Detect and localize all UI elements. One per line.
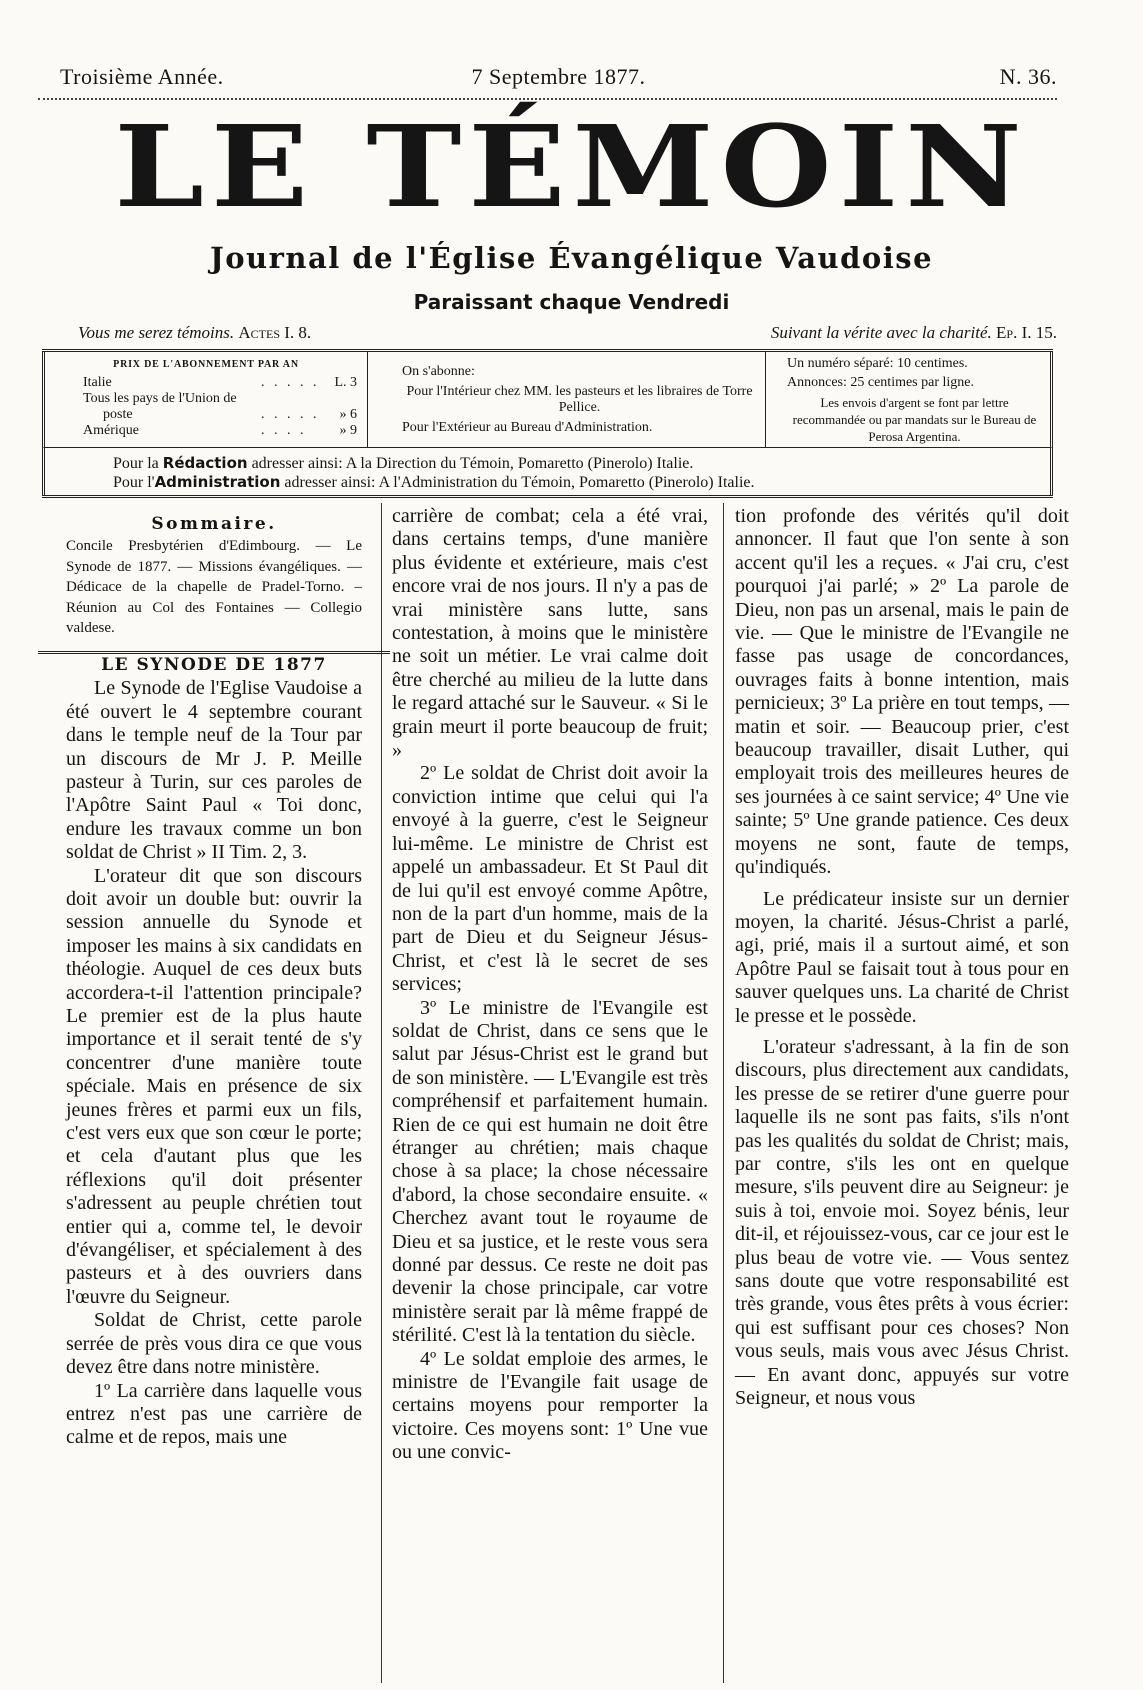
paragraph: 1º La carrière dans laquelle vous entrez n'est pas une carrière de calme et de repos, mais une: [66, 1379, 362, 1449]
dotted-rule: [38, 98, 1057, 100]
address-lines: [42, 447, 1053, 495]
price-title: PRIX DE L'ABONNEMENT PAR AN: [113, 359, 299, 370]
paragraph: Soldat de Christ, cette parole serrée de près vous dira ce que vous devez être dans notre ministère.: [66, 1309, 362, 1379]
column-2: [392, 505, 708, 1465]
paragraph: Le prédicateur insiste sur un dernier moyen, la charité. Jésus-Christ a parlé, agi, prié, mais il a surtout aimé, et son Apôtre Paul se faisait tout à tous pour en sauver quelques uns. La charité de Christ le presse et le possède.: [735, 887, 1069, 1027]
motto-right-text: Suivant la vérite avec la charité.: [770, 323, 992, 342]
paragraph: 2º Le soldat de Christ doit avoir la conviction intime que celui qui l'a envoyé à la guerre, c'est le Seigneur lui-même. Le ministre de Christ est appelé un ambassadeur. Et St Paul dit de lui qu'il est envoyé comme Apôtre, non de la part d'un homme, mais de la part de Dieu et du Seigneur Jésus-Christ, et c'est là le secret de ses services;: [392, 762, 708, 996]
redaction-address: Pour la Rédaction adresser ainsi: A la Direction du Témoin, Pomaretto (Pinerolo) Italie.: [113, 454, 694, 472]
column-divider: [723, 503, 724, 1683]
paragraph: tion profonde des vérités qu'il doit annoncer. Il faut que l'on sente à son accent qu'il les a reçues. « J'ai cru, c'est pourquoi j'ai parlé; » 2º La parole de Dieu, non pas un arsenal, mais le pain de vie. — Que le ministre de l'Evangile ne fasse pas usage de concordances, ouvrages faits à bonne intention, mais pernicieux; 3º La prière en tout temps, — matin et soir. — Beaucoup prier, c'est beaucoup travailler, disait Luther, qui employait trois des meilleures heures de ses journées à ce saint service; 4º Une vie sainte; 5º Une grande patience. Ces deux moyens ne sont, faute de temps, qu'indiqués.: [735, 505, 1069, 879]
motto-left-text: Vous me serez témoins.: [78, 323, 235, 342]
sommaire-text: Concile Presbytérien d'Edimbourg. — Le Synode de 1877. — Missions évangéliques. — Dédicace de la chapelle de Pradel-Torno. – Réunion au Col des Fontaines — Collegio valdese.: [66, 538, 362, 637]
column-divider: [381, 503, 382, 1683]
price-row: poste . . . . . » 6: [103, 407, 357, 422]
price-row: Tous les pays de l'Union de: [83, 391, 237, 406]
single-issue-info: Un numéro séparé: 10 centimes. Annonces: 25 centimes par ligne. Les envois d'argent se font par lettre recommandée ou par mandats sur le Bureau de Perosa Argentina.: [773, 352, 1053, 447]
paragraph: L'orateur dit que son discours doit avoir un double but: ouvrir la session annuelle du Synode et imposer les mains à six candidats en théologie. Auquel de ces deux buts accordera-t-il l'attention principale? Le premier est de la plus haute importance et il serait tenté de s'y concentrer d'une manière toute spéciale. Mais en présence de six jeunes frères et parmi eux un fils, c'est vers eux que son cœur le porte; et cela d'autant plus que les réflexions qu'il doit présenter s'adressent au peuple chrétien tout entier qui a, comme tel, le devoir d'évangéliser, et spécialement à des pasteurs et à des ouvriers dans l'œuvre du Seigneur.: [66, 864, 362, 1308]
price-row: Italie . . . . . L. 3: [83, 375, 357, 390]
administration-address: Pour l'Administration adresser ainsi: A l'Administration du Témoin, Pomaretto (Pinerolo) Italie.: [113, 473, 755, 491]
issue-number: N. 36.: [999, 64, 1057, 89]
column-1: [66, 513, 362, 1450]
newspaper-subtitle: Journal de l'Église Évangélique Vaudoise: [209, 241, 934, 275]
subscribe-info: On s'abonne: Pour l'Intérieur chez MM. les pasteurs et les libraires de Torre Pellice. Pour l'Extérieur au Bureau d'Administration.: [372, 352, 766, 447]
paragraph: 4º Le soldat emploie des armes, le ministre de l'Evangile fait usage de certains moyens pour remporter la victoire. Ces moyens sont: 1º Une vue ou une convic-: [392, 1347, 708, 1464]
publication-frequency: Paraissant chaque Vendredi: [413, 290, 730, 314]
paragraph: 3º Le ministre de l'Evangile est soldat de Christ, dans ce sens que le salut par Jésus-Christ est le grand but de son ministère. — L'Evangile est très compréhensif et parfaitement humain. Rien de ce qui est humain ne doit être étranger au chrétien; mais chaque chose à sa place; la chose nécessaire d'abord, la chose secondaire ensuite. « Cherchez avant tout le royaume de Dieu et sa justice, et le reste vous sera donné par dessus. Ce reste ne doit pas devenir la chose principale, car votre ministère serait par là même frappé de stérilité. C'est là la tentation du siècle.: [392, 996, 708, 1347]
issue-date: 7 Septembre 1877.: [471, 64, 646, 89]
column-3: [735, 505, 1069, 1410]
subscription-box: [42, 349, 1053, 498]
paragraph: carrière de combat; cela a été vrai, dans certains temps, d'une manière plus évidente et extérieure, mais c'est encore vrai de nos jours. Il n'y a pas de vrai ministère sans lutte, sans contestation, à moins que le ministère ne soit un métier. Le vrai calme doit être cherché au milieu de la lutte dans le regard attaché sur le Sauveur. « Si le grain meurt il porte beaucoup de fruit; »: [392, 505, 708, 762]
motto-right: [771, 323, 1057, 343]
price-row: Amérique . . . . » 9: [83, 423, 357, 438]
newspaper-title: LE TÉMOIN: [114, 102, 1029, 233]
article-columns: [38, 503, 1074, 1683]
dateline: [60, 64, 1057, 94]
sommaire-title: Sommaire.: [151, 514, 277, 534]
price-table: [42, 352, 368, 447]
paragraph: Le Synode de l'Eglise Vaudoise a été ouvert le 4 septembre courant dans le temple neuf de la Tour par un discours de Mr J. P. Meille pasteur à Turin, sur ces paroles de l'Apôtre Saint Paul « Toi donc, endure les travaux comme un bon soldat de Christ » II Tim. 2, 3.: [66, 677, 362, 864]
paragraph: L'orateur s'adressant, à la fin de son discours, plus directement aux candidats, les presse de se retirer d'une guerre pour laquelle ils ne sont pas faits, s'ils n'ont pas les qualités du soldat de Christ; mais, par contre, s'ils les ont en quelque mesure, s'ils peuvent dire au Seigneur: je suis à toi, envoie moi. Soyez bénis, leur dit-il, et réjouissez-vous, car ce jour est le plus beau de votre vie. — Vous sentez sans doute que votre responsabilité est très grande, vous êtes prêts à vous écrier: qui est suffisant pour ces choses? Non vous seuls, mais vous avec Jésus Christ. — En avant donc, appuyés sur votre Seigneur, et nous vous: [735, 1035, 1069, 1410]
motto-left-reference: Actes I. 8.: [238, 323, 312, 342]
motto-line: [78, 323, 1057, 347]
motto-left: [78, 323, 311, 343]
article-title: LE SYNODE DE 1877: [101, 654, 327, 675]
motto-right-reference: Ep. I. 15.: [996, 323, 1057, 342]
year-label: Troisième Année.: [60, 64, 224, 89]
